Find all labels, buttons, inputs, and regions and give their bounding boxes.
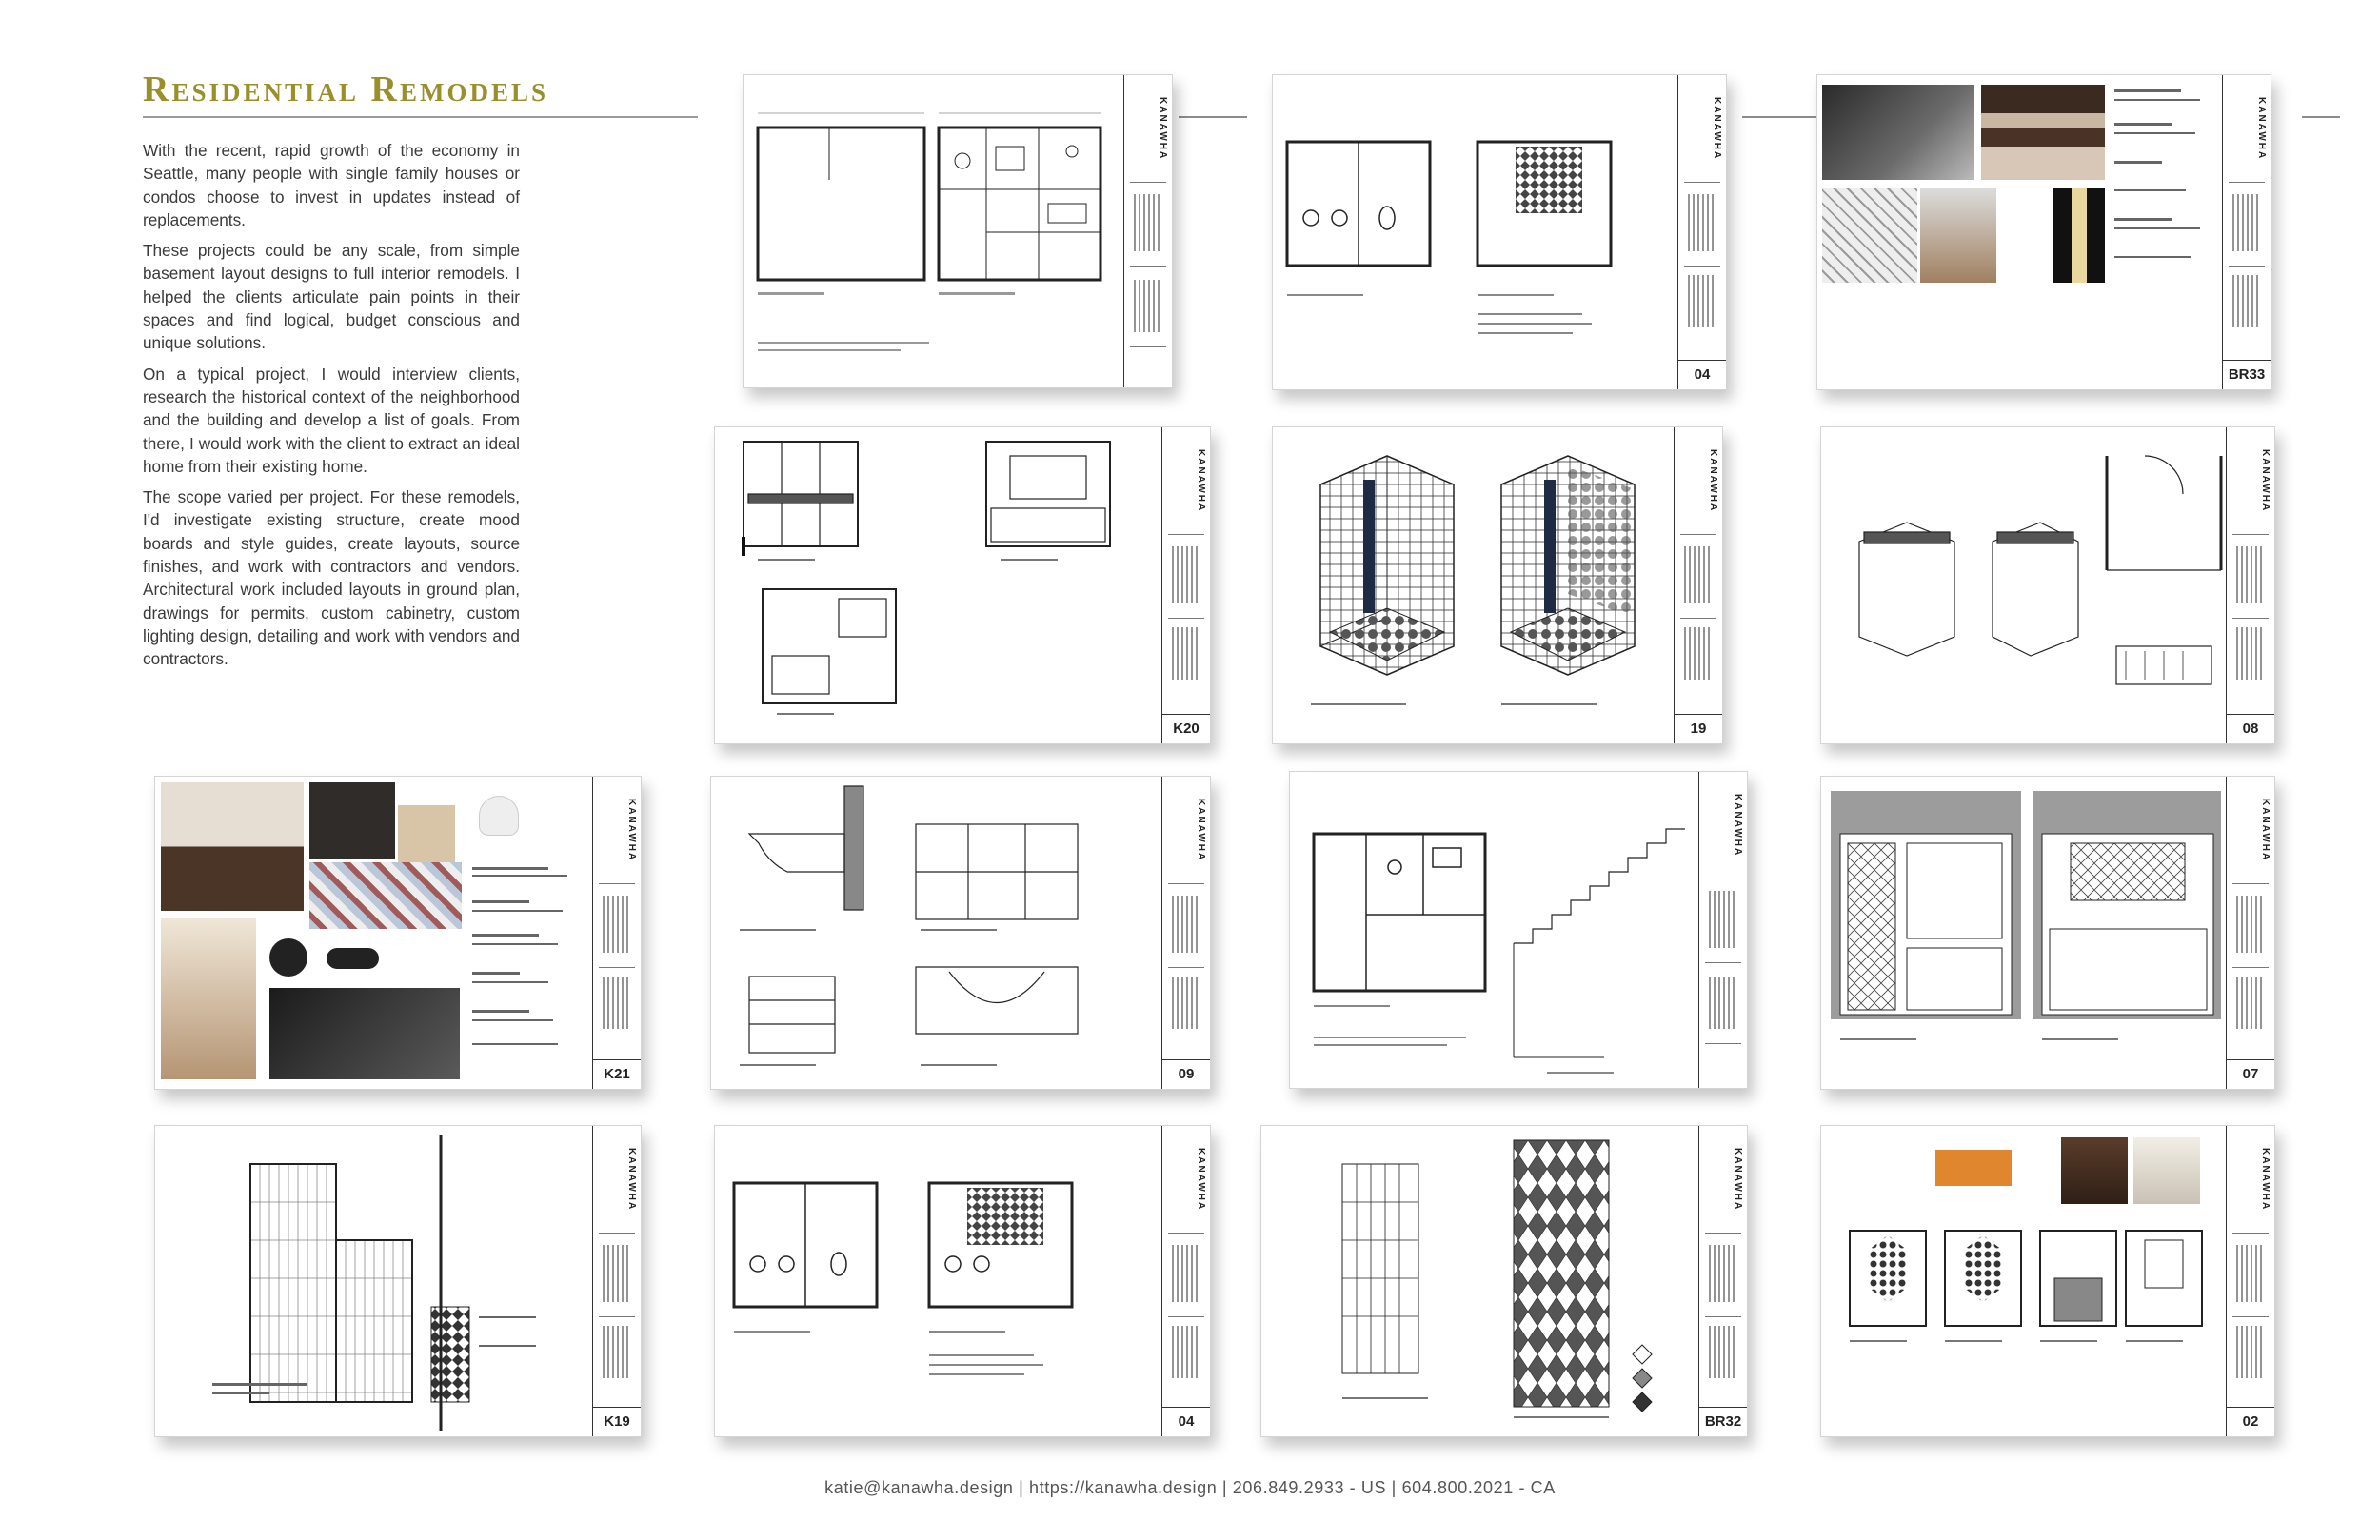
- company-name: KANAWHA: [1196, 798, 1206, 862]
- sheet-number: 04: [1678, 360, 1726, 389]
- bath-perspectives-drawing: [1273, 427, 1673, 743]
- company-name: KANAWHA: [626, 798, 637, 862]
- company-name: KANAWHA: [2256, 96, 2267, 161]
- company-name: KANAWHA: [1712, 96, 1722, 161]
- bath-plan-drawing: [1273, 75, 1676, 389]
- mood-board-notes: [1817, 75, 2221, 389]
- sheet-bath-perspectives[interactable]: [1272, 426, 1723, 744]
- kitchen-elevations-drawing: [715, 427, 1160, 743]
- row-connector-line: [1742, 116, 1816, 118]
- sheet-tile-layout[interactable]: [1260, 1125, 1748, 1437]
- company-name: KANAWHA: [1733, 793, 1743, 858]
- row-connector-line: [1179, 116, 1247, 118]
- tile-layout-drawing: [1261, 1126, 1699, 1436]
- sheet-number: K21: [593, 1059, 641, 1089]
- sheet-mood-board[interactable]: [1816, 74, 2271, 390]
- title-block: [1123, 75, 1172, 387]
- floor-detail-drawing: [155, 1126, 591, 1436]
- intro-text: [143, 139, 520, 679]
- sheet-kitchen-elevations[interactable]: [714, 426, 1211, 744]
- title-block: [1161, 427, 1210, 743]
- title-block: [1677, 75, 1726, 389]
- sheet-number: 07: [2227, 1059, 2274, 1089]
- sheet-basement-stair[interactable]: [1289, 771, 1748, 1089]
- contact-footer: katie@kanawha.design | https://kanawha.design | 206.849.2933 - US | 604.800.2021 - CA: [824, 1478, 1556, 1497]
- sheet-kitchen-mood-board[interactable]: [154, 776, 642, 1090]
- title-block: [2226, 777, 2274, 1089]
- intro-paragraph: The scope varied per project. For these remodels, I'd investigate existing structure, create mood boards and style guides, create layouts, source finishes, and work with contractors and vendors. Architectural work included layouts in ground plan, drawings for permits, custom cabinetry, custom lighting design, detailing and work with vendors and contractors.: [143, 487, 520, 669]
- company-name: KANAWHA: [2260, 798, 2271, 862]
- sheet-number: 02: [2227, 1407, 2274, 1436]
- title-block: [592, 1126, 641, 1436]
- company-name: KANAWHA: [1158, 96, 1168, 161]
- page-title: Residential Remodels: [143, 69, 548, 109]
- closet-details-drawing: [1821, 427, 2225, 743]
- floor-plan-drawing: [744, 75, 1124, 387]
- company-name: KANAWHA: [2260, 448, 2271, 513]
- title-block: [1698, 772, 1747, 1088]
- title-block: [1698, 1126, 1747, 1436]
- company-name: KANAWHA: [1708, 448, 1718, 513]
- sheet-floor-detail[interactable]: [154, 1125, 642, 1437]
- sheet-number: 19: [1675, 714, 1722, 743]
- sheet-bath-elevations[interactable]: [1820, 776, 2275, 1090]
- intro-paragraph: With the recent, rapid growth of the economy in Seattle, many people with single family houses or condos choose to invest in updates instead of replacements.: [143, 141, 520, 229]
- title-block: [1674, 427, 1722, 743]
- sheet-bath-elevations-b[interactable]: [1820, 1125, 2275, 1437]
- title-block: [1161, 777, 1210, 1089]
- sheet-bath-plan-b[interactable]: [714, 1125, 1211, 1437]
- company-name: KANAWHA: [626, 1147, 637, 1212]
- bath-plan-b-drawing: [715, 1126, 1160, 1436]
- basement-stair-drawing: [1290, 772, 1699, 1088]
- intro-paragraph: These projects could be any scale, from simple basement layout designs to full interior remodels. I helped the clients articulate pain points in their spaces and find logical, budget conscious and unique solutions.: [143, 241, 520, 353]
- company-name: KANAWHA: [1196, 1147, 1206, 1212]
- title-block: [592, 777, 641, 1089]
- title-block: [1161, 1126, 1210, 1436]
- vanity-sections-drawing: [711, 777, 1160, 1089]
- company-name: KANAWHA: [1733, 1147, 1743, 1212]
- bath-elevations-b-drawing: [1821, 1126, 2225, 1436]
- sheet-number: 08: [2227, 714, 2274, 743]
- sheet-number: 04: [1162, 1407, 1210, 1436]
- title-block: [2226, 1126, 2274, 1436]
- company-name: KANAWHA: [1196, 448, 1206, 513]
- sheet-floor-plan[interactable]: [743, 74, 1173, 388]
- sheet-number: K20: [1162, 714, 1210, 743]
- kitchen-mood-notes: [155, 777, 591, 1089]
- sheet-number: BR33: [2223, 360, 2271, 389]
- title-block: [2222, 75, 2271, 389]
- title-block: [2226, 427, 2274, 743]
- company-name: KANAWHA: [2260, 1147, 2271, 1212]
- sheet-number: K19: [593, 1407, 641, 1436]
- sheet-number: 09: [1162, 1059, 1210, 1089]
- sheet-number: BR32: [1699, 1407, 1747, 1436]
- bath-elevations-drawing: [1821, 777, 2225, 1089]
- sheet-vanity-sections[interactable]: [710, 776, 1211, 1090]
- sheet-closet-details[interactable]: [1820, 426, 2275, 744]
- row-connector-line: [2302, 116, 2340, 118]
- sheet-bath-plan[interactable]: [1272, 74, 1727, 390]
- intro-paragraph: On a typical project, I would interview clients, research the historical context of the neighborhood and the building and develop a list of goals. From there, I would work with the client to extract an ideal home from their existing home.: [143, 364, 520, 476]
- title-divider: [143, 116, 698, 118]
